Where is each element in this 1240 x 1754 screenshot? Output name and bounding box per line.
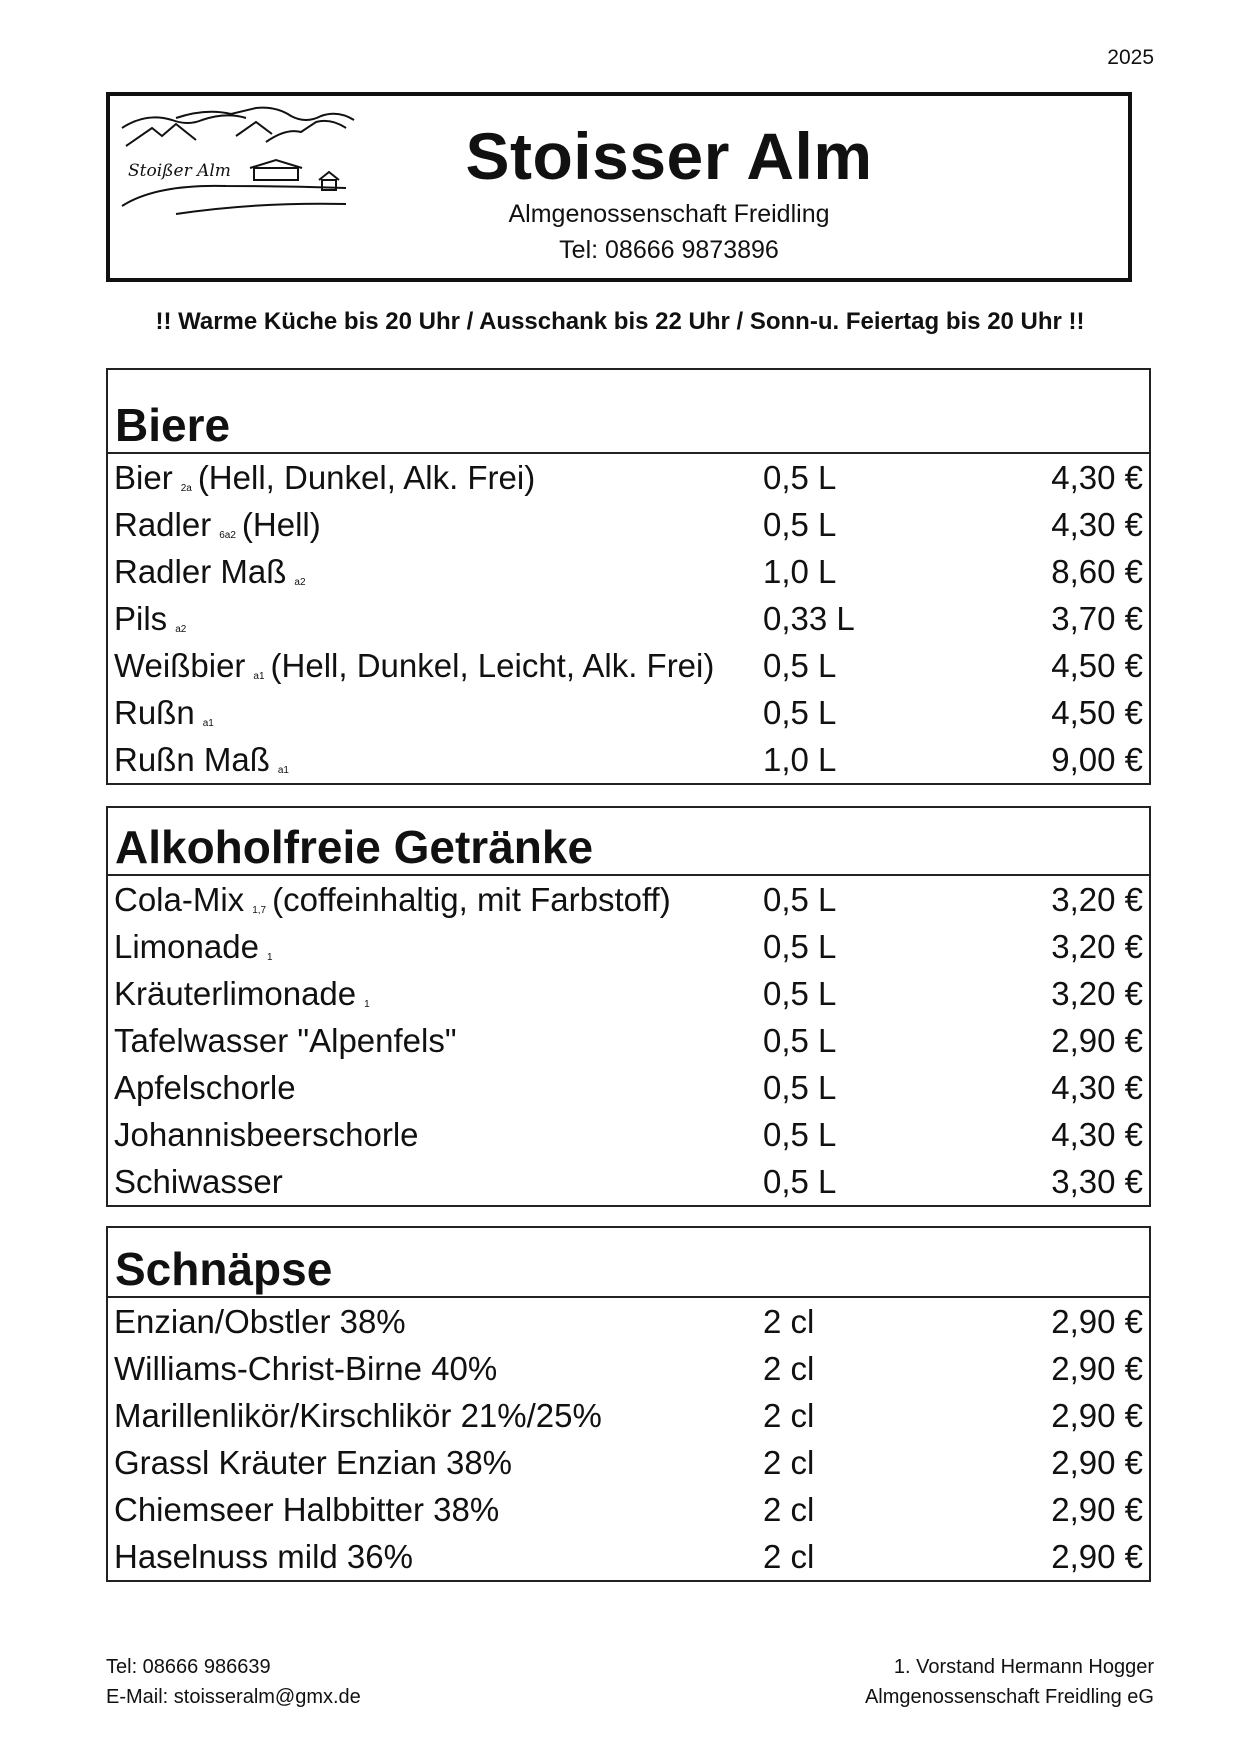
- footer-cooperative: Almgenossenschaft Freidling eG: [864, 1686, 1154, 1708]
- item-price: 3,20 €: [1051, 927, 1143, 965]
- allergen-code: a1: [253, 670, 265, 682]
- item-name-cell: [108, 1303, 763, 1341]
- header-phone: Tel: 08666 9873896: [559, 236, 779, 264]
- year-label: 2025: [1107, 46, 1154, 69]
- item-volume: 0,5 L: [763, 974, 837, 1012]
- item-name-cell: [108, 1397, 763, 1435]
- item-volume: 0,5 L: [763, 646, 837, 684]
- item-volume: 2 cl: [763, 1537, 815, 1575]
- item-volume: 2 cl: [763, 1302, 815, 1340]
- item-volume: 0,5 L: [763, 458, 837, 496]
- item-name: Rußn: [114, 693, 195, 731]
- item-name-cell: [108, 881, 763, 919]
- menu-section: [106, 1226, 1151, 1582]
- item-name-cell: [108, 975, 763, 1013]
- opening-hours-notice: !! Warme Küche bis 20 Uhr / Ausschank bis 22 Uhr / Sonn-u. Feiertag bis 20 Uhr !!: [155, 308, 1085, 335]
- item-name: Marillenlikör/Kirschlikör 21%/25%: [114, 1396, 602, 1434]
- item-volume: 0,5 L: [763, 1162, 837, 1200]
- item-volume: 1,0 L: [763, 740, 837, 778]
- item-volume: 1,0 L: [763, 552, 837, 590]
- menu-section: [106, 368, 1151, 785]
- item-name: Rußn Maß: [114, 740, 270, 778]
- item-price: 4,50 €: [1051, 646, 1143, 684]
- item-description: (Hell, Dunkel, Leicht, Alk. Frei): [270, 646, 715, 684]
- menu-item-row: [108, 548, 1149, 595]
- item-price: 9,00 €: [1051, 740, 1143, 778]
- item-price: 2,90 €: [1051, 1490, 1143, 1528]
- item-name: Limonade: [114, 927, 259, 965]
- menu-item-row: [108, 876, 1149, 923]
- footer-phone: Tel: 08666 986639: [106, 1656, 271, 1678]
- logo-text: Stoißer Alm: [128, 161, 231, 181]
- item-price: 3,20 €: [1051, 974, 1143, 1012]
- allergen-code: a2: [175, 623, 187, 635]
- allergen-code: a2: [294, 576, 306, 588]
- menu-item-row: [108, 1298, 1149, 1345]
- item-name: Cola-Mix: [114, 880, 245, 918]
- item-price: 2,90 €: [1051, 1021, 1143, 1059]
- section-title: Schnäpse: [108, 1228, 1149, 1298]
- allergen-code: 1: [266, 951, 273, 963]
- menu-section: [106, 806, 1151, 1207]
- item-volume: 2 cl: [763, 1490, 815, 1528]
- menu-item-row: [108, 642, 1149, 689]
- item-volume: 2 cl: [763, 1349, 815, 1387]
- allergen-code: 6a2: [219, 529, 236, 541]
- item-name-cell: [108, 1538, 763, 1576]
- menu-item-row: [108, 1486, 1149, 1533]
- item-volume: 0,33 L: [763, 599, 855, 637]
- item-name: Tafelwasser "Alpenfels": [114, 1021, 457, 1059]
- item-name: Radler Maß: [114, 552, 287, 590]
- item-name: Williams-Christ-Birne 40%: [114, 1349, 498, 1387]
- item-price: 2,90 €: [1051, 1302, 1143, 1340]
- item-name: Kräuterlimonade: [114, 974, 357, 1012]
- item-volume: 0,5 L: [763, 927, 837, 965]
- item-name-cell: [108, 1116, 763, 1154]
- menu-item-row: [108, 689, 1149, 736]
- item-volume: 0,5 L: [763, 693, 837, 731]
- item-name: Pils: [114, 599, 168, 637]
- subtitle: Almgenossenschaft Freidling: [508, 200, 830, 228]
- item-price: 4,30 €: [1051, 458, 1143, 496]
- item-name-cell: [108, 1350, 763, 1388]
- item-price: 3,20 €: [1051, 880, 1143, 918]
- item-name-cell: [108, 1022, 763, 1060]
- item-name: Grassl Kräuter Enzian 38%: [114, 1443, 513, 1481]
- menu-item-row: [108, 1064, 1149, 1111]
- allergen-code: a1: [202, 717, 214, 729]
- menu-item-row: [108, 970, 1149, 1017]
- item-name: Haselnuss mild 36%: [114, 1537, 413, 1575]
- item-name-cell: [108, 506, 763, 544]
- item-name: Apfelschorle: [114, 1068, 296, 1106]
- item-name-cell: [108, 600, 763, 638]
- item-price: 8,60 €: [1051, 552, 1143, 590]
- footer-contact: [106, 1652, 361, 1712]
- footer-chairman: 1. Vorstand Hermann Hogger: [893, 1656, 1154, 1678]
- item-name-cell: [108, 741, 763, 779]
- allergen-code: 1,7: [252, 904, 267, 916]
- footer-email: E-Mail: stoisseralm@gmx.de: [106, 1686, 361, 1708]
- item-name: Bier: [114, 458, 173, 496]
- menu-item-row: [108, 1533, 1149, 1580]
- footer-org: [865, 1652, 1154, 1712]
- header-box: [106, 92, 1132, 282]
- allergen-code: 1: [364, 998, 370, 1010]
- item-price: 2,90 €: [1051, 1443, 1143, 1481]
- item-price: 4,30 €: [1051, 1068, 1143, 1106]
- item-price: 4,30 €: [1051, 505, 1143, 543]
- allergen-code: a1: [277, 764, 289, 776]
- item-name-cell: [108, 1069, 763, 1107]
- menu-item-row: [108, 1345, 1149, 1392]
- menu-item-row: [108, 736, 1149, 783]
- item-name: Radler: [114, 505, 212, 543]
- menu-item-row: [108, 454, 1149, 501]
- item-name: Schiwasser: [114, 1162, 283, 1200]
- item-volume: 0,5 L: [763, 505, 837, 543]
- menu-item-row: [108, 1111, 1149, 1158]
- menu-item-row: [108, 595, 1149, 642]
- menu-item-row: [108, 1392, 1149, 1439]
- item-price: 4,30 €: [1051, 1115, 1143, 1153]
- item-name-cell: [108, 694, 763, 732]
- item-name-cell: [108, 1491, 763, 1529]
- item-name-cell: [108, 553, 763, 591]
- menu-item-row: [108, 1158, 1149, 1205]
- item-name-cell: [108, 459, 763, 497]
- menu-item-row: [108, 923, 1149, 970]
- item-description: (coffeinhaltig, mit Farbstoff): [272, 880, 671, 918]
- item-description: (Hell): [241, 505, 321, 543]
- item-name: Weißbier: [114, 646, 246, 684]
- section-title: Alkoholfreie Getränke: [108, 808, 1149, 876]
- menu-item-row: [108, 501, 1149, 548]
- item-volume: 2 cl: [763, 1443, 815, 1481]
- item-price: 2,90 €: [1051, 1349, 1143, 1387]
- item-description: (Hell, Dunkel, Alk. Frei): [197, 458, 536, 496]
- item-volume: 0,5 L: [763, 1068, 837, 1106]
- allergen-code: 2a: [180, 482, 192, 494]
- item-volume: 0,5 L: [763, 1115, 837, 1153]
- item-name: Enzian/Obstler 38%: [114, 1302, 406, 1340]
- item-price: 2,90 €: [1051, 1396, 1143, 1434]
- item-volume: 0,5 L: [763, 1021, 837, 1059]
- item-name-cell: [108, 928, 763, 966]
- item-name-cell: [108, 1444, 763, 1482]
- menu-item-row: [108, 1439, 1149, 1486]
- item-name-cell: [108, 1163, 763, 1201]
- item-price: 2,90 €: [1051, 1537, 1143, 1575]
- menu-item-row: [108, 1017, 1149, 1064]
- page-title: Stoisser Alm: [465, 119, 873, 193]
- item-name-cell: [108, 647, 763, 685]
- section-title: Biere: [108, 370, 1149, 454]
- item-volume: 0,5 L: [763, 880, 837, 918]
- item-price: 3,30 €: [1051, 1162, 1143, 1200]
- item-name: Chiemseer Halbbitter 38%: [114, 1490, 500, 1528]
- item-volume: 2 cl: [763, 1396, 815, 1434]
- item-name: Johannisbeerschorle: [114, 1115, 419, 1153]
- item-price: 3,70 €: [1051, 599, 1143, 637]
- item-price: 4,50 €: [1051, 693, 1143, 731]
